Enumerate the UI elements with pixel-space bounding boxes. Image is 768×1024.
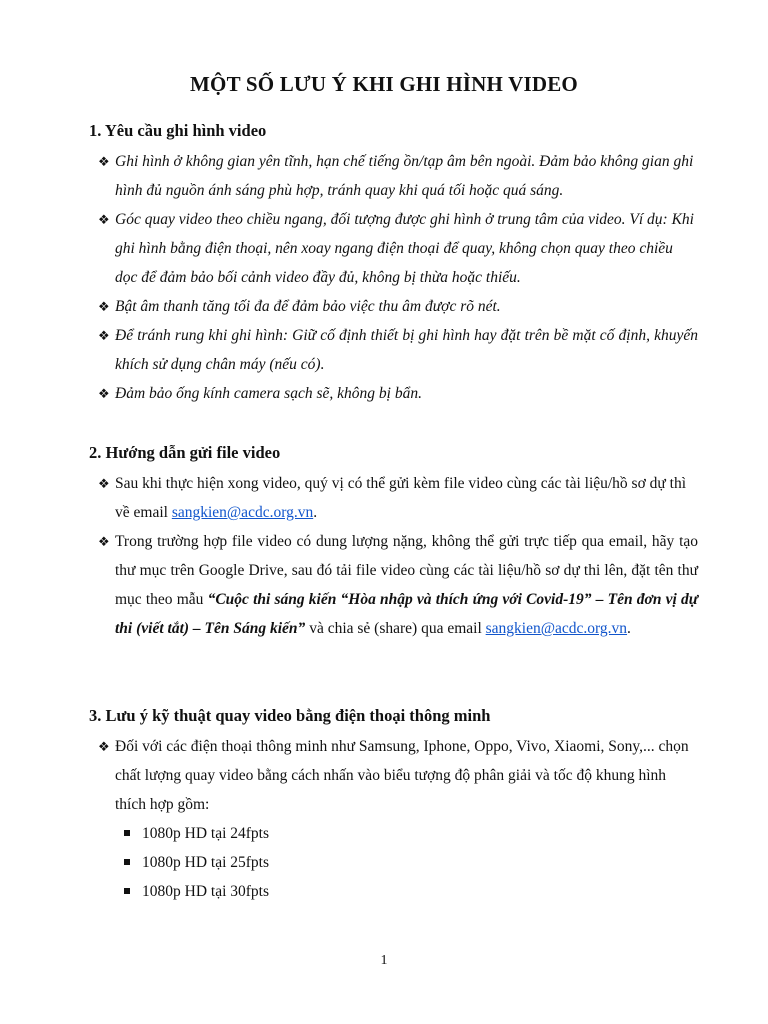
list-item	[98, 205, 698, 292]
page-number: 1	[380, 953, 388, 968]
sub-list-item	[124, 848, 269, 877]
section-heading-send-video: 2. Hướng dẫn gửi file video	[89, 443, 281, 462]
list-item	[98, 321, 698, 379]
diamond-bullet-icon: ❖	[98, 386, 110, 401]
list-item-text: Góc quay video theo chiều ngang, đối tượng được ghi hình ở trung tâm của video. Ví dụ: Khi ghi hình bằng điện thoại, nên xoay ngang điện thoại để quay, không chọn quay theo chiều dọc để đảm bảo bối cảnh video đầy đủ, không bị thừa hoặc thiếu.	[115, 211, 694, 286]
list-item	[98, 527, 698, 643]
square-bullet-icon	[124, 830, 130, 836]
folder-name-template: “Cuộc thi sáng kiến “Hòa nhập và thích ứng với Covid-19” – Tên đơn vị dự thi (viết tắt) – Tên Sáng kiến”	[115, 591, 698, 637]
list-item-text: Ghi hình ở không gian yên tĩnh, hạn chế tiếng ồn/tạp âm bên ngoài. Đảm bảo không gian ghi hình đủ nguồn ánh sáng phù hợp, tránh quay khi quá tối hoặc quá sáng.	[115, 153, 694, 199]
diamond-bullet-icon: ❖	[98, 476, 110, 491]
email-link[interactable]: sangkien@acdc.org.vn	[171, 504, 314, 521]
square-bullet-icon	[124, 859, 130, 865]
list-item-text	[98, 469, 698, 527]
email-link[interactable]: sangkien@acdc.org.vn	[485, 620, 628, 637]
square-bullet-icon	[124, 888, 130, 894]
resolution-option: 1080p HD tại 24fpts	[142, 825, 270, 842]
sub-list-item	[124, 819, 269, 848]
sub-list-item	[124, 877, 269, 906]
page-title: MỘT SỐ LƯU Ý KHI GHI HÌNH VIDEO	[190, 72, 578, 96]
diamond-bullet-icon: ❖	[98, 154, 110, 169]
list-item	[98, 379, 698, 408]
item-end: .	[627, 620, 631, 637]
resolution-option: 1080p HD tại 30fpts	[142, 883, 270, 900]
item-end: .	[313, 504, 318, 521]
diamond-bullet-icon: ❖	[98, 212, 110, 227]
diamond-bullet-icon: ❖	[98, 534, 110, 549]
diamond-bullet-icon: ❖	[98, 299, 110, 314]
item-middle: và chia sẻ (share) qua email	[305, 620, 486, 637]
list-item-text	[98, 527, 698, 643]
list-item-text: Đối với các điện thoại thông minh như Samsung, Iphone, Oppo, Vivo, Xiaomi, Sony,... chọn chất lượng quay video bằng cách nhấn vào biểu tượng độ phân giải và tốc độ khung hình thích hợp gồm:	[115, 738, 689, 813]
resolution-option: 1080p HD tại 25fpts	[142, 854, 270, 871]
list-item-text: Bật âm thanh tăng tối đa để đảm bảo việc thu âm được rõ nét.	[115, 298, 501, 315]
diamond-bullet-icon: ❖	[98, 328, 110, 343]
list-item-text: Để tránh rung khi ghi hình: Giữ cố định thiết bị ghi hình hay đặt trên bề mặt cố định, khuyến khích sử dụng chân máy (nếu có).	[115, 327, 698, 373]
item-text: Sau khi thực hiện xong video, quý vị có thể gửi kèm file video cùng các tài liệu/hồ sơ dự thì về email	[115, 475, 687, 521]
list-item	[98, 732, 698, 819]
section-heading-requirements: 1. Yêu cầu ghi hình video	[89, 121, 267, 140]
list-item-text: Đảm bảo ống kính camera sạch sẽ, không bị bẩn.	[115, 385, 422, 402]
section-heading-smartphone-tips: 3. Lưu ý kỹ thuật quay video bằng điện thoại thông minh	[89, 706, 491, 725]
list-item	[98, 147, 698, 205]
diamond-bullet-icon: ❖	[98, 739, 110, 754]
list-item	[98, 292, 698, 321]
item-text: Trong trường hợp file video có dung lượng nặng, không thể gửi trực tiếp qua email, hãy tạo thư mục trên Google Drive, sau đó tải file video cùng các tài liệu/hồ sơ dự thi lên, đặt tên thư mục theo mẫu	[115, 533, 698, 608]
list-item	[98, 469, 698, 527]
